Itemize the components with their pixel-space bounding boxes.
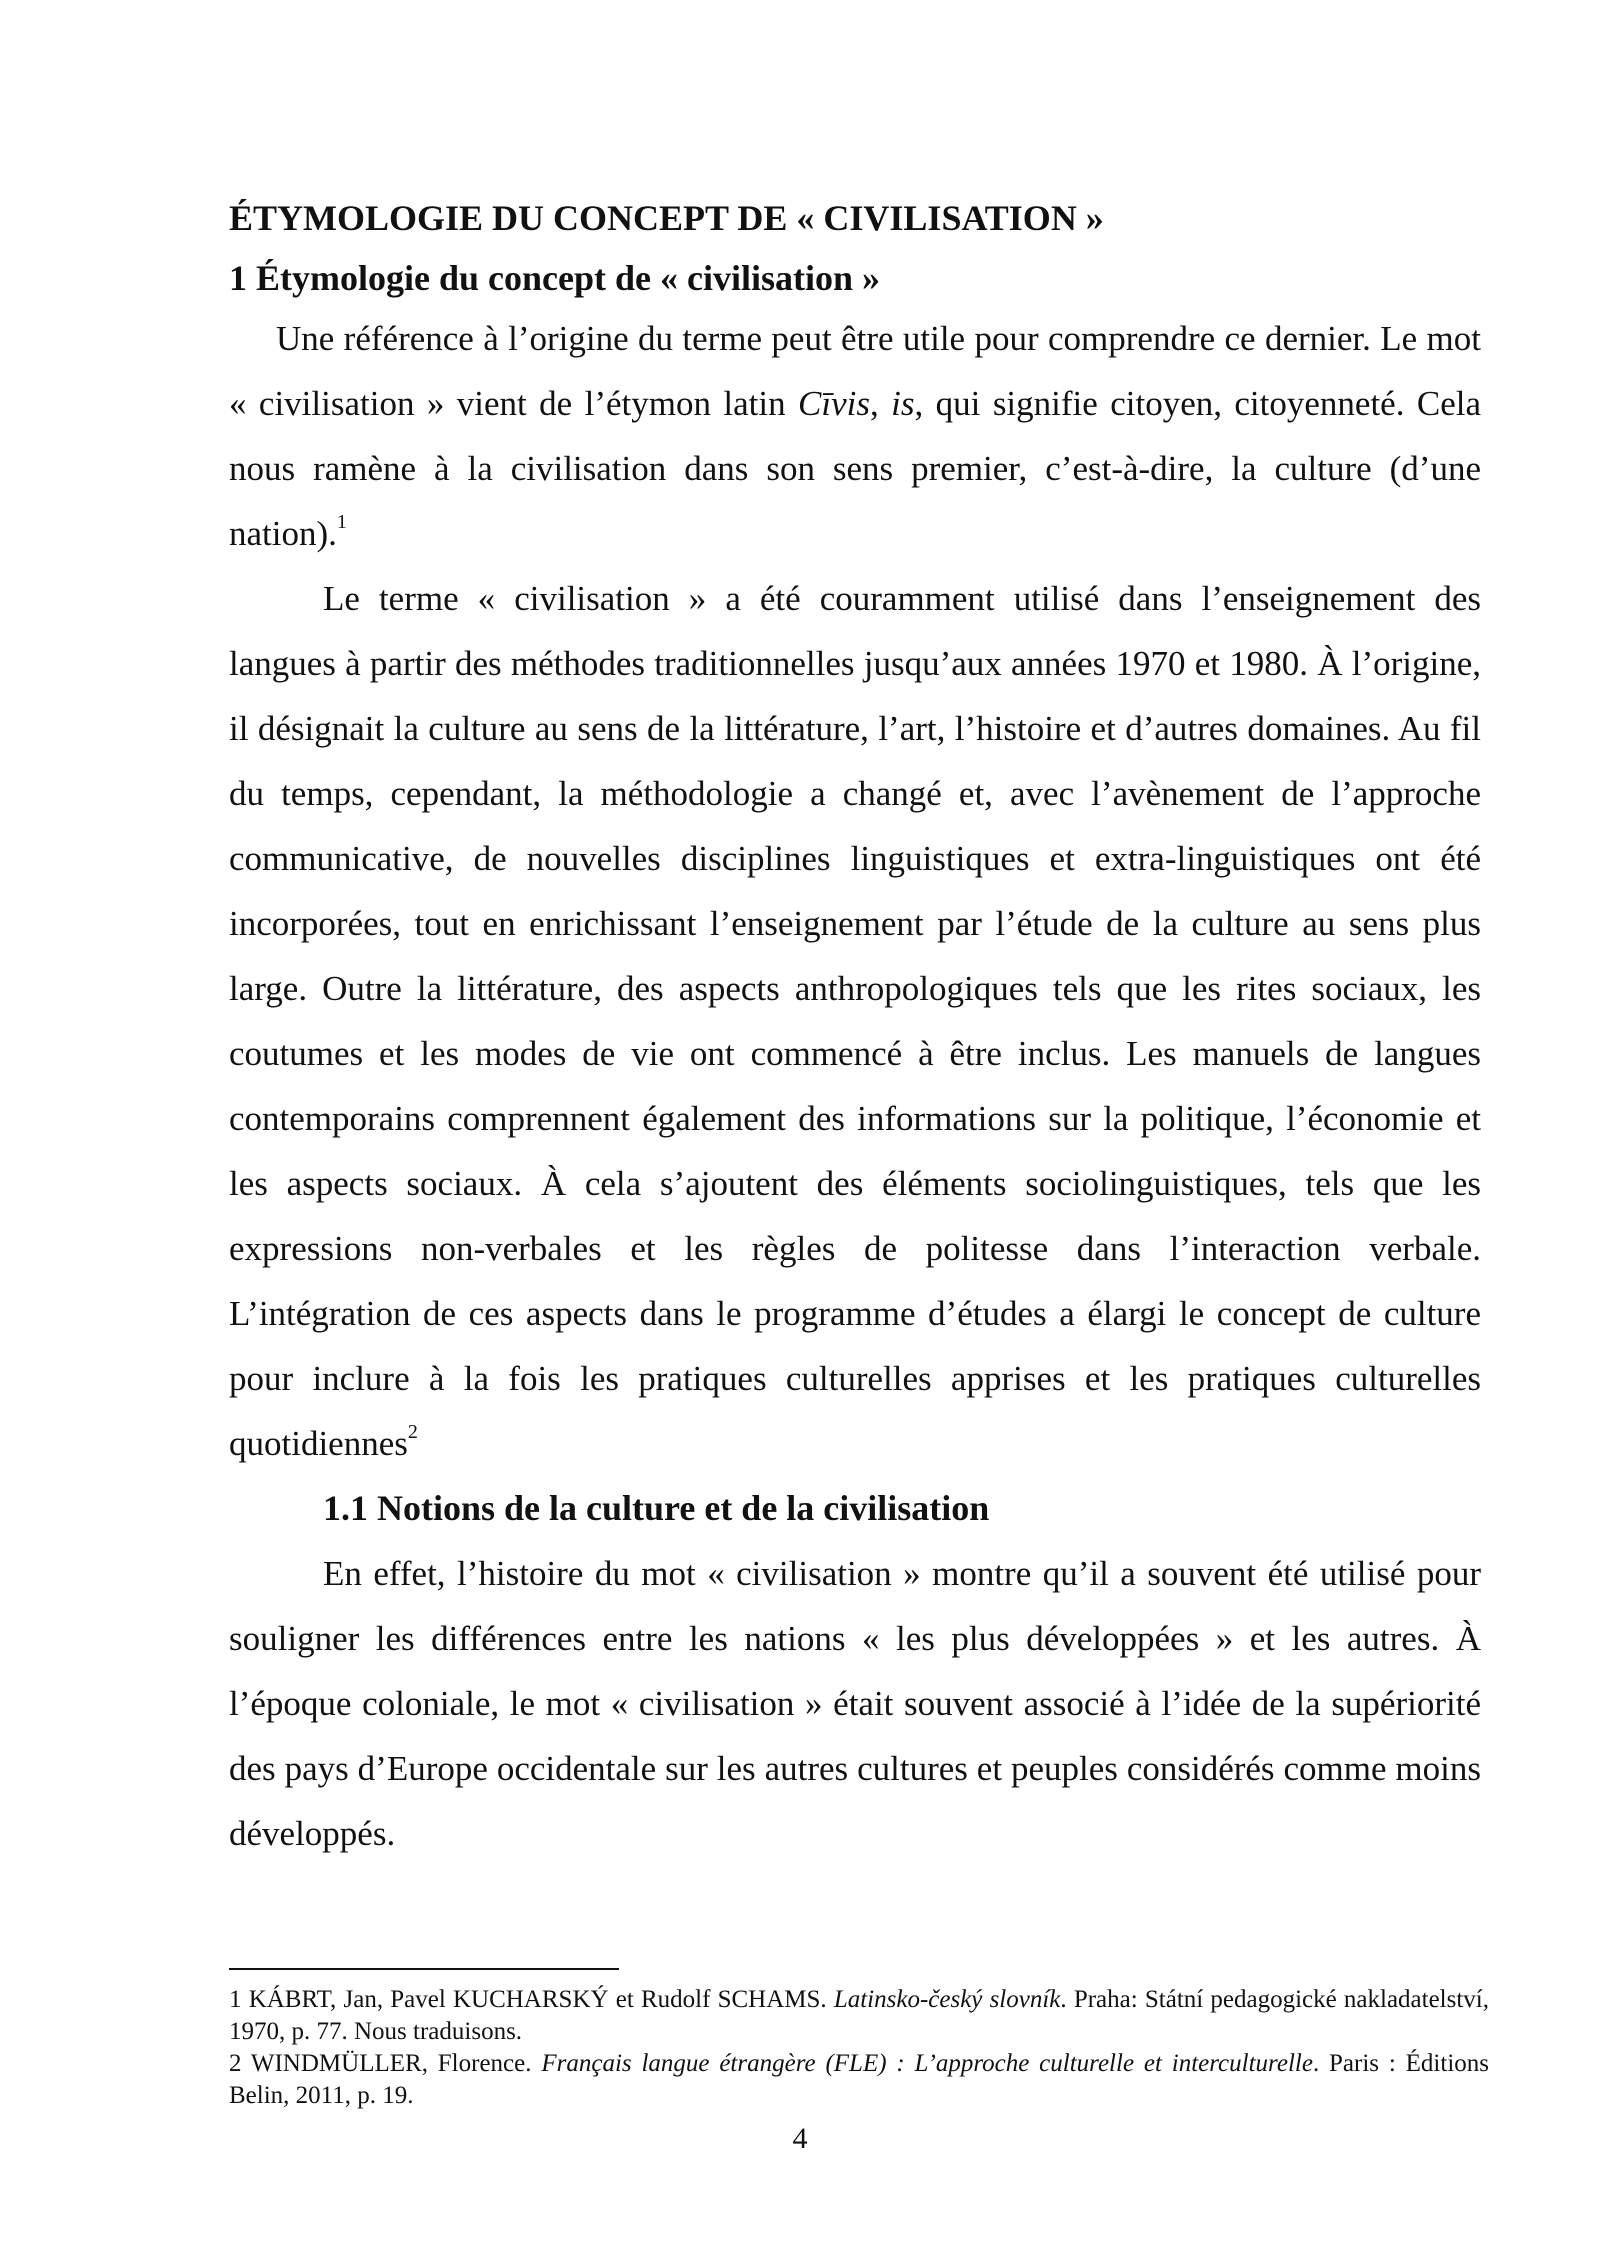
page-number: 4 [792, 2122, 808, 2155]
footnote-2-author: WINDMÜLLER, Florence. [250, 2050, 542, 2077]
latin-term-civis: Cīvis [798, 384, 870, 423]
chapter-title: ÉTYMOLOGIE DU CONCEPT DE « CIVILISATION » [229, 198, 1104, 238]
page-body [229, 190, 1481, 1866]
footnote-2-title: Français langue étrangère (FLE) : L’approche culturelle et interculturelle [541, 2050, 1313, 2077]
footnote-2-number: 2 [229, 2050, 242, 2077]
paragraph-2-text: Le terme « civilisation » a été couramment utilisé dans l’enseignement des langues à partir des méthodes traditionnelles jusqu’aux années 1970 et 1980. À l’origine, il désignait la culture au sens de la littérature, l’art, l’histoire et d’autres domaines. Au fil du temps, cependant, la méthodologie a changé et, avec l’avènement de l’approche communicative, de nouvelles disciplines linguistiques et extra-linguistiques ont été incorporées, tout en enrichissant l’enseignement par l’étude de la culture au sens plus large. Outre la littérature, des aspects anthropologiques tels que les rites sociaux, les coutumes et les modes de vie ont commencé à être inclus. Les manuels de langues contemporains comprennent également des informations sur la politique, l’économie et les aspects sociaux. À cela s’ajoutent des éléments sociolinguistiques, tels que les expressions non-verbales et les règles de politesse dans l’interaction verbale. L’intégration de ces aspects dans le programme d’études a élargi le concept de culture pour inclure à la fois les pratiques culturelles apprises et les pratiques culturelles quotidiennes [229, 579, 1481, 1463]
footnote-2 [229, 2048, 1489, 2112]
footnote-ref-2[interactable]: 2 [407, 1421, 418, 1444]
latin-term-is: is [891, 384, 915, 423]
paragraph-2 [229, 566, 1481, 1476]
footnote-1-publication: . Praha: Státní pedagogické nakladatelství, 1970, p. 77. Nous traduisons. [229, 1986, 1489, 2045]
footnote-1 [229, 1984, 1489, 2048]
footnotes [229, 1968, 1489, 2112]
subsection-title: 1.1 Notions de la culture et de la civilisation [323, 1488, 990, 1528]
paragraph-1-text-a: Une référence à l’origine du terme peut être utile pour comprendre ce dernier. Le mot « civilisation » vient de l’étymon latin [229, 319, 1481, 423]
footnote-1-authors: KÁBRT, Jan, Pavel KUCHARSKÝ et Rudolf SCHAMS. [248, 1986, 834, 2013]
footnote-1-number: 1 [229, 1986, 242, 2013]
paragraph-3: En effet, l’histoire du mot « civilisation » montre qu’il a souvent été utilisé pour souligner les différences entre les nations « les plus développées » et les autres. À l’époque coloniale, le mot « civilisation » était souvent associé à l’idée de la supériorité des pays d’Europe occidentale sur les autres cultures et peuples considérés comme moins développés. [229, 1554, 1481, 1853]
section-title: 1 Étymologie du concept de « civilisation » [229, 258, 880, 298]
footnote-1-title: Latinsko-český slovník [833, 1986, 1061, 2013]
paragraph-1-text-b: , qui signifie citoyen, citoyenneté. Cela nous ramène à la civilisation dans son sens premier, c’est-à-dire, la culture (d’une nation). [229, 384, 1482, 553]
footnote-ref-1[interactable]: 1 [336, 511, 347, 534]
footnote-2-publication: . Paris : Éditions Belin, 2011, p. 19. [229, 2050, 1489, 2109]
paragraph-1-separator: , [869, 384, 892, 423]
paragraph-1 [229, 306, 1481, 566]
footnote-separator [229, 1968, 619, 1970]
